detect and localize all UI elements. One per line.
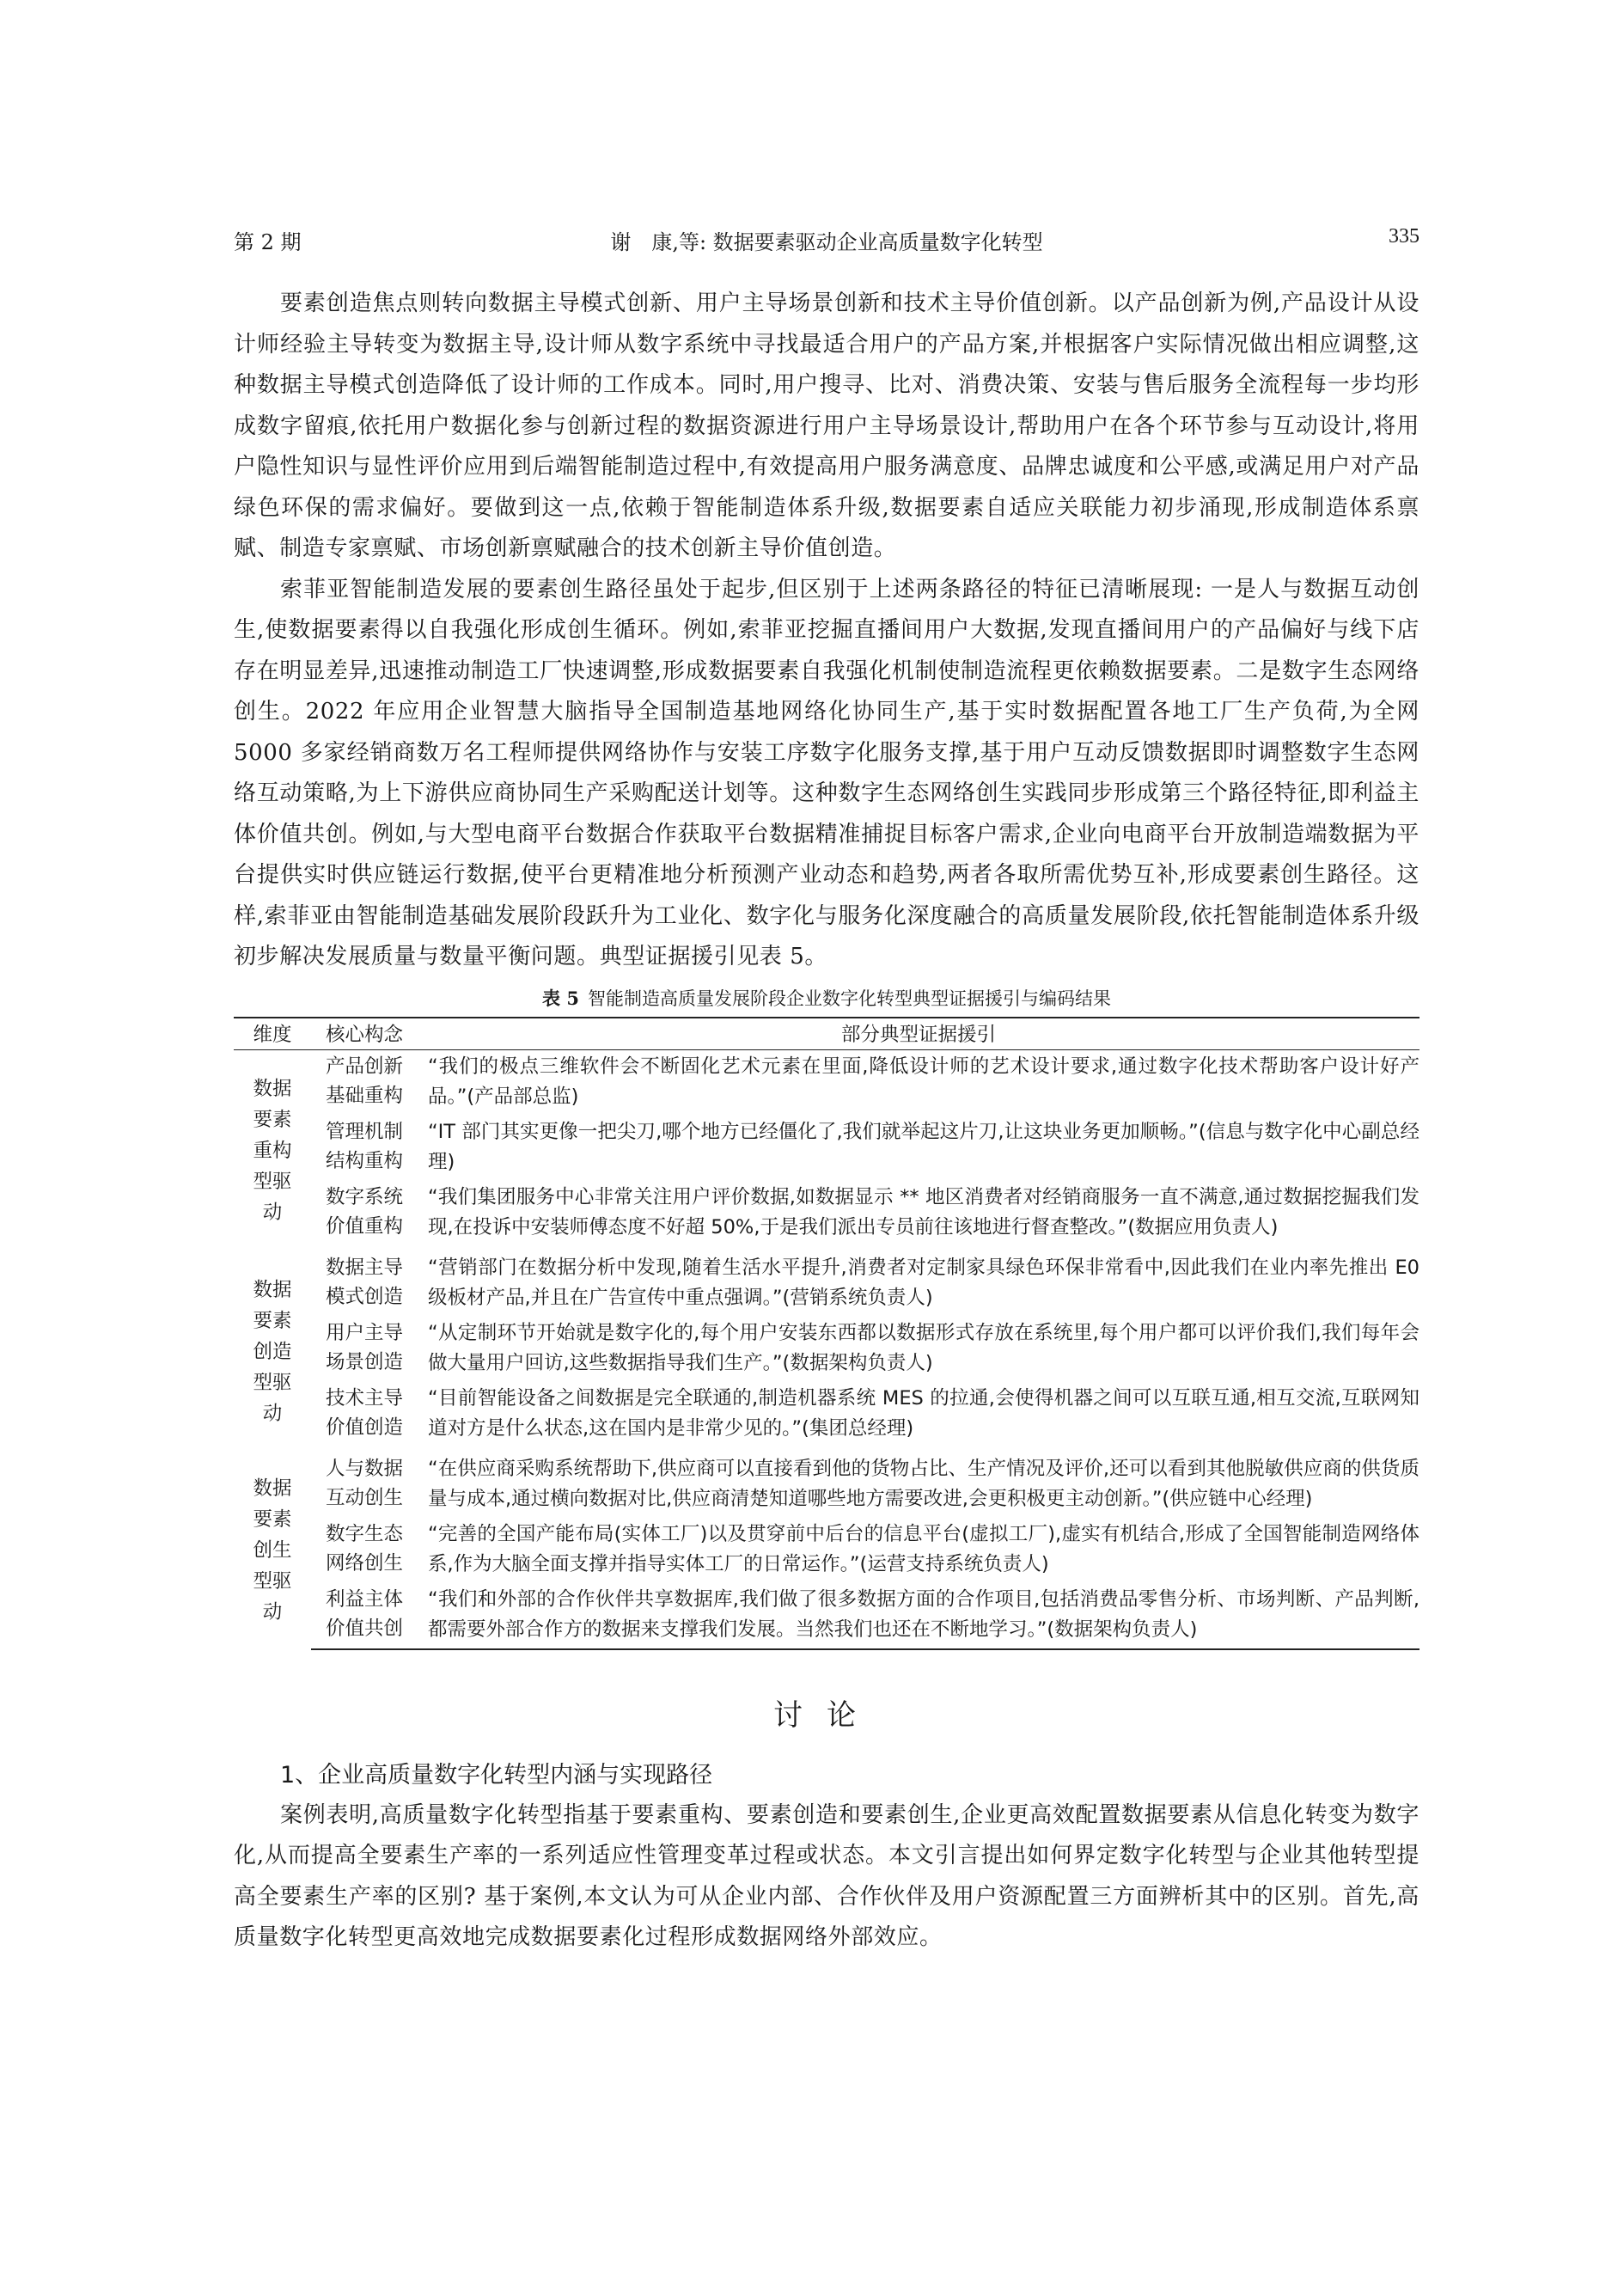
construct-cell: 人与数据互动创生 <box>325 1457 403 1509</box>
evidence-cell: “在供应商采购系统帮助下,供应商可以直接看到他的货物占比、生产情况及评价,还可以看到其他脱敏供应商的供货质量与成本,通过横向数据对比,供应商清楚知道哪些地方需要改进,会更积极更主动创新。”(供应链中心经理) <box>428 1457 1419 1510</box>
paper-page <box>234 225 1419 1959</box>
header-evidence: 部分典型证据援引 <box>418 1018 1419 1050</box>
construct-cell: 数字系统价值重构 <box>325 1185 403 1238</box>
table-number: 表 5 <box>542 987 579 1009</box>
construct-cell: 数字生态网络创生 <box>325 1522 403 1575</box>
header-dimension: 维度 <box>234 1018 311 1050</box>
evidence-cell: “目前智能设备之间数据是完全联通的,制造机器系统 MES 的拉通,会使得机器之间可以互联互通,相互交流,互联网知道对方是什么状态,这在国内是非常少见的。”(集团总经理) <box>428 1386 1419 1440</box>
construct-cell: 产品创新基础重构 <box>325 1055 403 1107</box>
construct-cell: 利益主体价值共创 <box>311 1583 418 1649</box>
construct-cell: 数据主导模式创造 <box>325 1256 403 1308</box>
section-title: 讨论 <box>773 1697 880 1733</box>
table-row <box>234 1317 1419 1382</box>
table-caption <box>234 986 1419 1012</box>
evidence-table <box>234 1017 1419 1650</box>
table-row <box>234 1049 1419 1116</box>
construct-cell: 技术主导价值创造 <box>325 1386 403 1439</box>
header-construct: 核心构念 <box>311 1018 418 1050</box>
table-row <box>234 1452 1419 1518</box>
running-header <box>234 225 1419 260</box>
dimension-cell: 数据要素重构型驱动 <box>253 1077 292 1224</box>
table-row <box>234 1583 1419 1649</box>
evidence-cell: “完善的全国产能布局(实体工厂)以及贯穿前中后台的信息平台(虚拟工厂),虚实有机结合,形成了全国智能制造网络体系,作为大脑全面支撑并指导实体工厂的日常运作。”(运营支持系统负责人) <box>428 1522 1419 1575</box>
evidence-cell: “我们集团服务中心非常关注用户评价数据,如数据显示 ** 地区消费者对经销商服务一直不满意,通过数据挖掘我们发现,在投诉中安装师傅态度不好超 50%,于是我们派出专员前往该地进行督查整改。”(数据应用负责人) <box>428 1185 1419 1238</box>
dimension-cell: 数据要素创造型驱动 <box>253 1278 292 1425</box>
subsection-title: 1、企业高质量数字化转型内涵与实现路径 <box>280 1761 713 1789</box>
table-row <box>234 1116 1419 1181</box>
body-paragraph: 案例表明,高质量数字化转型指基于要素重构、要素创造和要素创生,企业更高效配置数据要素从信息化转变为数字化,从而提高全要素生产率的一系列适应性管理变革过程或状态。本文引言提出如何界定数字化转型与企业其他转型提高全要素生产率的区别? 基于案例,本文认为可从企业内部、合作伙伴及用户资源配置三方面辨析其中的区别。首先,高质量数字化转型更高效地完成数据要素化过程形成数据网络外部效应。 <box>234 1801 1419 1950</box>
construct-cell: 用户主导场景创造 <box>325 1321 403 1373</box>
dimension-cell: 数据要素创生型驱动 <box>253 1477 292 1624</box>
table-row <box>234 1181 1419 1251</box>
body-paragraph: 索菲亚智能制造发展的要素创生路径虽处于起步,但区别于上述两条路径的特征已清晰展现: 一是人与数据互动创生,使数据要素得以自我强化形成创生循环。例如,索菲亚挖掘直播间用户大数据,发现直播间用户的产品偏好与线下店存在明显差异,迅速推动制造工厂快速调整,形成数据要素自我强化机制使制造流程更依赖数据要素。二是数字生态网络创生。2022 年应用企业智慧大脑指导全国制造基地网络化协同生产,基于实时数据配置各地工厂生产负荷,为全网 5000 多家经销商数万名工程师提供网络协作与安装工序数字化服务支撑,基于用户互动反馈数据即时调整数字生态网络互动策略,为上下游供应商协同生产采购配送计划等。这种数字生态网络创生实践同步形成第三个路径特征,即利益主体价值共创。例如,与大型电商平台数据合作获取平台数据精准捕捉目标客户需求,企业向电商平台开放制造端数据为平台提供实时供应链运行数据,使平台更精准地分析预测产业动态和趋势,两者各取所需优势互补,形成要素创生路径。这样,索菲亚由智能制造基础发展阶段跃升为工业化、数字化与服务化深度融合的高质量发展阶段,依托智能制造体系升级初步解决发展质量与数量平衡问题。典型证据援引见表 5。 <box>234 576 1419 969</box>
table-header-row <box>234 1018 1419 1050</box>
issue-number: 第 2 期 <box>234 230 302 254</box>
table-row <box>234 1382 1419 1452</box>
running-title: 谢 康,等: 数据要素驱动企业高质量数字化转型 <box>610 230 1043 254</box>
table-row <box>234 1251 1419 1317</box>
evidence-cell: “从定制环节开始就是数字化的,每个用户安装东西都以数据形式存放在系统里,每个用户都可以评价我们,我们每年会做大量用户回访,这些数据指导我们生产。”(数据架构负责人) <box>428 1321 1419 1374</box>
table-row <box>234 1518 1419 1583</box>
body-paragraph: 要素创造焦点则转向数据主导模式创新、用户主导场景创新和技术主导价值创新。以产品创新为例,产品设计从设计师经验主导转变为数据主导,设计师从数字系统中寻找最适合用户的产品方案,并根据客户实际情况做出相应调整,这种数据主导模式创造降低了设计师的工作成本。同时,用户搜寻、比对、消费决策、安装与售后服务全流程每一步均形成数字留痕,依托用户数据化参与创新过程的数据资源进行用户主导场景设计,帮助用户在各个环节参与互动设计,将用户隐性知识与显性评价应用到后端智能制造过程中,有效提高用户服务满意度、品牌忠诚度和公平感,或满足用户对产品绿色环保的需求偏好。要做到这一点,依赖于智能制造体系升级,数据要素自适应关联能力初步涌现,形成制造体系禀赋、制造专家禀赋、市场创新禀赋融合的技术创新主导价值创造。 <box>234 290 1419 561</box>
evidence-cell: “我们的极点三维软件会不断固化艺术元素在里面,降低设计师的艺术设计要求,通过数字化技术帮助客户设计好产品。”(产品部总监) <box>428 1055 1419 1108</box>
evidence-cell: “营销部门在数据分析中发现,随着生活水平提升,消费者对定制家具绿色环保非常看中,因此我们在业内率先推出 E0 级板材产品,并且在广告宣传中重点强调。”(营销系统负责人) <box>428 1256 1419 1309</box>
evidence-cell: “我们和外部的合作伙伴共享数据库,我们做了很多数据方面的合作项目,包括消费品零售分析、市场判断、产品判断,都需要外部合作方的数据来支撑我们发展。当然我们也还在不断地学习。”(数据架构负责人) <box>418 1583 1419 1649</box>
construct-cell: 管理机制结构重构 <box>325 1120 403 1172</box>
page-number: 335 <box>1389 225 1419 248</box>
table-title: 智能制造高质量发展阶段企业数字化转型典型证据援引与编码结果 <box>587 988 1111 1009</box>
evidence-cell: “IT 部门其实更像一把尖刀,哪个地方已经僵化了,我们就举起这片刀,让这块业务更加顺畅。”(信息与数字化中心副总经理) <box>428 1120 1419 1173</box>
